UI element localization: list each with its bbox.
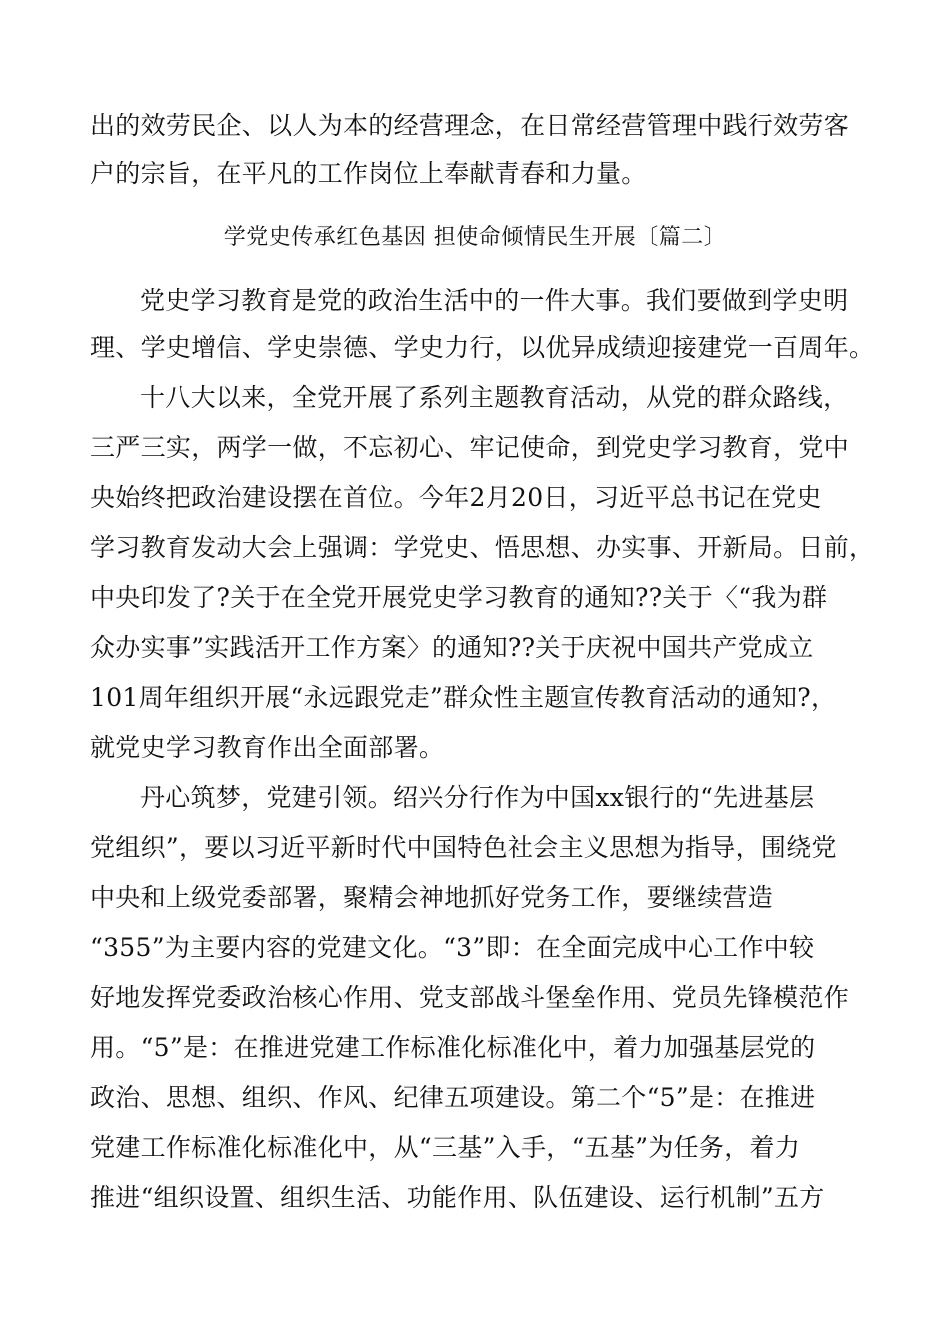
- paragraph-first-line: 十八大以来，全党开展了系列主题教育活动，从党的群众路线，: [140, 383, 849, 412]
- body-text-line: 就党史学习教育作出全面部署。: [90, 733, 445, 762]
- body-text-line: 三严三实，两学一做，不忘初心、牢记使命，到党史学习教育，党中: [90, 433, 850, 462]
- body-text-line: 央始终把政治建设摆在首位。今年2月20日，习近平总书记在党史: [90, 483, 822, 512]
- body-text-line: 推进“组织设置、组织生活、功能作用、队伍建设、运行机制”五方: [90, 1183, 825, 1212]
- section-heading: 学党史传承红色基因 担使命倾情民生开展〔篇二〕: [223, 225, 727, 250]
- body-text-line: 出的效劳民企、以人为本的经营理念，在日常经营管理中践行效劳客: [90, 111, 850, 140]
- body-text-line: 用。“5”是：在推进党建工作标准化标准化中，着力加强基层党的: [90, 1033, 816, 1062]
- body-text-line: 好地发挥党委政治核心作用、党支部战斗堡垒作用、党员先锋模范作: [90, 983, 850, 1012]
- body-text-line: 众办实事”实践活开工作方案〉的通知??关于庆祝中国共产党成立: [90, 633, 814, 662]
- body-text-line: 101周年组织开展“永远跟党走”群众性主题宣传教育活动的通知?，: [90, 683, 837, 712]
- body-text-line: 中央印发了?关于在全党开展党史学习教育的通知??关于〈“我为群: [90, 583, 828, 612]
- body-text-line: 中央和上级党委部署，聚精会神地抓好党务工作，要继续营造: [90, 883, 774, 912]
- paragraph-first-line: 丹心筑梦，党建引领。绍兴分行作为中国xx银行的“先进基层: [140, 783, 815, 812]
- body-text-line: 政治、思想、组织、作风、纪律五项建设。第二个“5”是：在推进: [90, 1083, 816, 1112]
- body-text-line: “355”为主要内容的党建文化。“3”即：在全面完成中心工作中较: [90, 933, 815, 962]
- body-text-line: 户的宗旨，在平凡的工作岗位上奉献青春和力量。: [90, 159, 647, 188]
- body-text-line: 学习教育发动大会上强调：学党史、悟思想、办实事、开新局。日前，: [90, 533, 875, 562]
- body-text-line: 党组织”，要以习近平新时代中国特色社会主义思想为指导，围绕党: [90, 833, 837, 862]
- body-text-line: 理、学史增信、学史崇德、学史力行，以优异成绩迎接建党一百周年。: [90, 333, 875, 362]
- paragraph-first-line: 党史学习教育是党的政治生活中的一件大事。我们要做到学史明: [140, 286, 849, 315]
- body-text-line: 党建工作标准化标准化中，从“三基”入手，“五基”为任务，着力: [90, 1133, 801, 1162]
